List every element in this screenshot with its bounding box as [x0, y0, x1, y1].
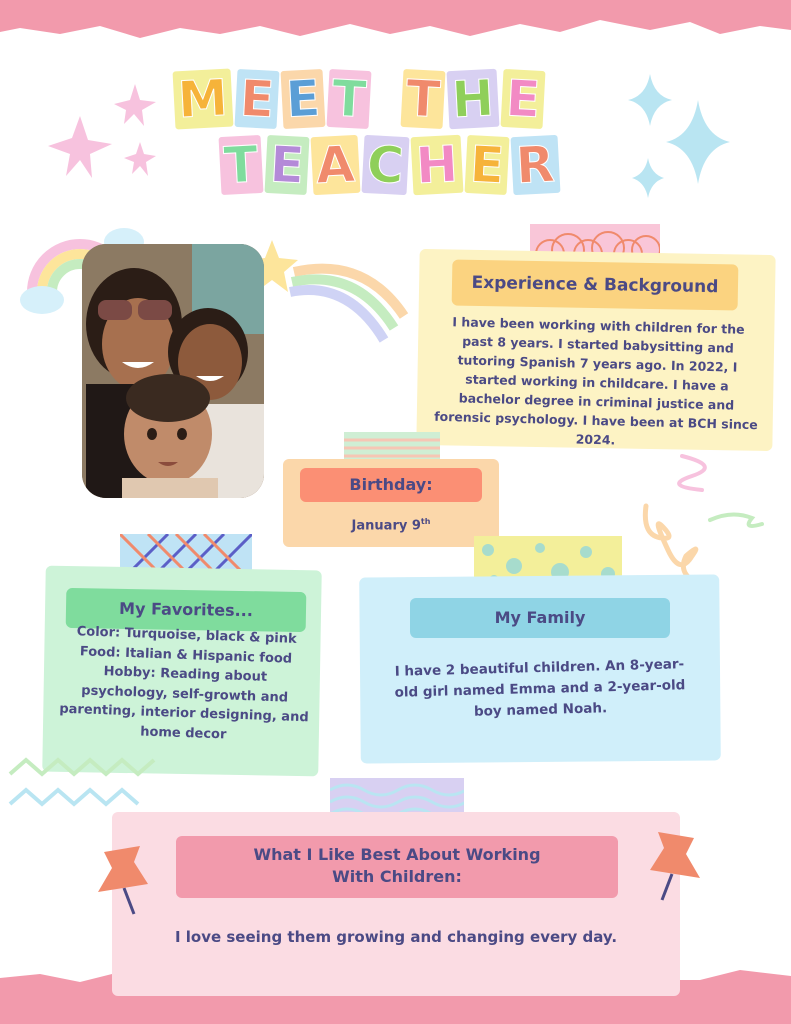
- family-heading-text: My Family: [494, 608, 586, 627]
- title-letter: R: [510, 135, 559, 195]
- title-line-1: [174, 70, 612, 128]
- experience-heading-text: Experience & Background: [471, 272, 719, 298]
- title-letter: A: [311, 135, 361, 195]
- title-letter: E: [501, 69, 546, 129]
- experience-heading: [452, 260, 739, 311]
- birthday-heading: [300, 468, 482, 502]
- birthday-suffix: th: [420, 517, 431, 526]
- birthday-date-text: January 9: [351, 518, 421, 534]
- family-body: I have 2 beautiful children. An 8-year-old girl named Emma and a 2-year-old boy named Noah.: [394, 656, 686, 720]
- best-heading: [176, 836, 618, 898]
- title-letter: E: [234, 69, 279, 129]
- favorites-hobby: Hobby: Reading about psychology, self-growth and parenting, interior designing, and home decor: [59, 664, 309, 742]
- pushpin-left-icon: [94, 844, 154, 918]
- favorites-heading-text: My Favorites...: [118, 598, 254, 621]
- birthday-date: [283, 512, 499, 535]
- experience-body: I have been working with children for the past 8 years. I started babysitting and tutoring Spanish 7 years ago. In 2022, I started working in childcare. I have a bachelor degree in criminal justice and forensic psychology. I have been at BCH since 2024.: [434, 314, 758, 448]
- blue-sparkles-icon: [620, 70, 740, 210]
- title-letter: H: [447, 69, 500, 130]
- title-letter: T: [219, 135, 264, 195]
- teacher-family-photo: [82, 244, 264, 498]
- pink-stars-icon: [40, 78, 170, 198]
- title-letter: T: [327, 69, 372, 129]
- title-letter: E: [265, 135, 310, 195]
- favorites-list: [56, 622, 314, 748]
- title-line-2: [220, 136, 612, 194]
- shooting-star-icon: [244, 236, 414, 356]
- family-heading: [410, 598, 670, 638]
- title-letter: E: [464, 135, 509, 195]
- title-letter: E: [280, 69, 325, 129]
- best-heading-text: What I Like Best About Working With Children:: [253, 845, 541, 886]
- title-letter: M: [173, 69, 234, 130]
- best-body: I love seeing them growing and changing every day.: [174, 928, 618, 946]
- birthday-heading-text: Birthday:: [349, 475, 433, 494]
- family-photo-icon: [82, 244, 264, 498]
- title-letter: C: [361, 135, 409, 195]
- pushpin-right-icon: [644, 830, 704, 904]
- favorites-color: Color: Turquoise, black & pink: [76, 624, 297, 647]
- torn-paper-top: [0, 0, 791, 48]
- title-letter: [374, 70, 398, 128]
- title-letter: T: [401, 69, 446, 129]
- page-title: [172, 70, 612, 194]
- favorites-food: Food: Italian & Hispanic food: [79, 643, 293, 667]
- title-letter: H: [410, 135, 463, 196]
